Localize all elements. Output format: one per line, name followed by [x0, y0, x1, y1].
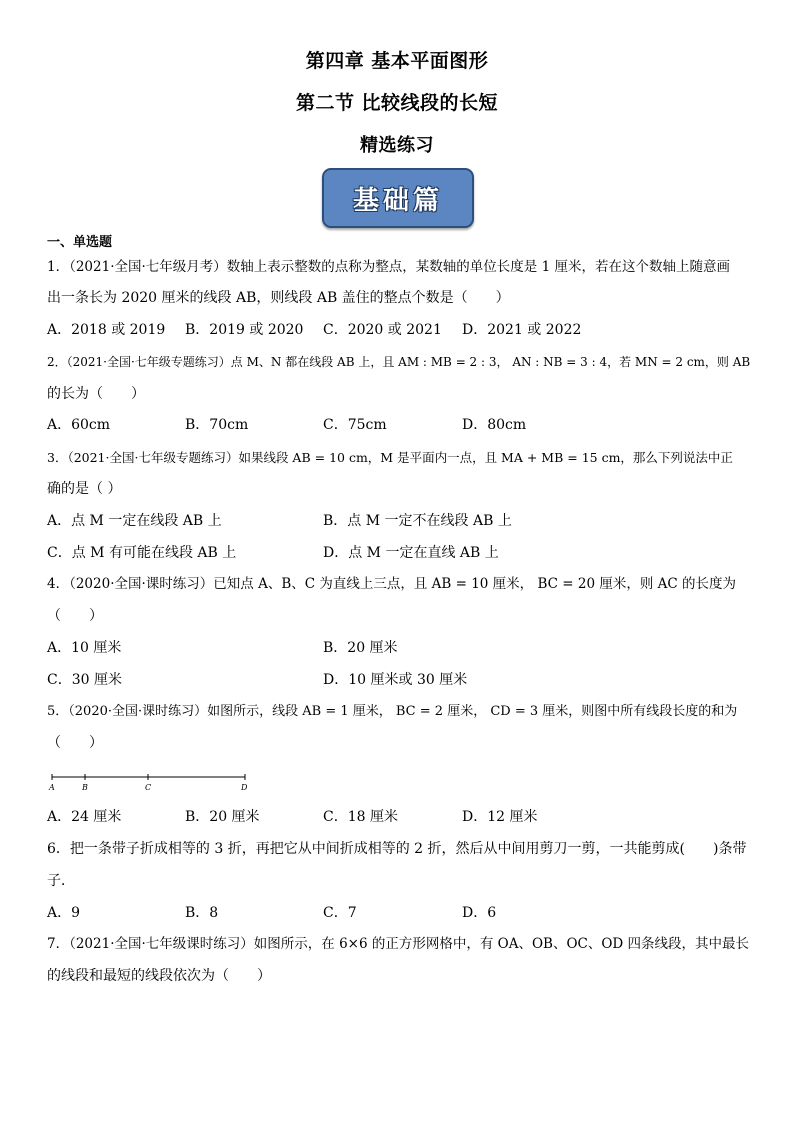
q3-option-c: C．点 M 有可能在线段 AB 上: [47, 545, 237, 561]
q1-option-d: D．2021 或 2022: [462, 322, 582, 338]
q4-line2: （ ）: [47, 608, 103, 624]
q3-option-b: B．点 M 一定不在线段 AB 上: [323, 513, 512, 529]
q5-option-c: C．18 厘米: [323, 809, 398, 825]
q5-line2: （ ）: [47, 735, 103, 751]
q4-option-a: A．10 厘米: [47, 640, 122, 656]
q2-option-c: C．75cm: [323, 417, 387, 433]
point-b-label: B: [82, 783, 88, 792]
q2-line1: 2．（2021·全国·七年级专题练习）点 M、N 都在线段 AB 上，且 AM : MB = 2 : 3， AN : NB = 3 : 4，若 MN = 2 cm，则 AB: [47, 355, 751, 369]
chapter-title: 第四章 基本平面图形: [305, 50, 489, 72]
q4-line1: 4．（2020·全国·课时练习）已知点 A、B、C 为直线上三点，且 AB = 10 厘米， BC = 20 厘米，则 AC 的长度为: [47, 576, 736, 592]
q1-option-a: A．2018 或 2019: [47, 322, 166, 338]
q5-option-b: B．20 厘米: [185, 809, 260, 825]
section-label: 一、单选题: [47, 235, 113, 250]
q3-option-d: D．点 M 一定在直线 AB 上: [323, 545, 499, 561]
q7-line1: 7．（2021·全国·七年级课时练习）如图所示，在 6×6 的正方形网格中，有 OA、OB、OC、OD 四条线段，其中最长: [47, 936, 750, 952]
point-d-label: D: [241, 783, 248, 792]
q1-option-b: B．2019 或 2020: [185, 322, 304, 338]
point-a-label: A: [49, 783, 55, 792]
q1-line2: 出一条长为 2020 厘米的线段 AB，则线段 AB 盖住的整点个数是（ ）: [47, 290, 510, 306]
q2-line2: 的长为（ ）: [47, 386, 145, 402]
point-c-label: C: [145, 783, 152, 792]
q6-option-b: B．8: [185, 905, 219, 921]
segment-figure: [47, 770, 257, 794]
q6-line2: 子．: [47, 873, 75, 889]
basic-level-badge: [322, 168, 474, 228]
q2-option-d: D．80cm: [462, 417, 527, 433]
q4-option-d: D．10 厘米或 30 厘米: [323, 672, 468, 688]
q4-option-b: B．20 厘米: [323, 640, 398, 656]
q2-option-b: B．70cm: [185, 417, 249, 433]
section-title: 第二节 比较线段的长短: [295, 92, 499, 114]
q3-line1: 3．（2021·全国·七年级专题练习）如果线段 AB = 10 cm，M 是平面内一点，且 MA + MB = 15 cm，那么下列说法中正: [47, 450, 733, 465]
q2-option-a: A．60cm: [47, 417, 111, 433]
badge-label: 基础篇: [352, 185, 443, 216]
q6-line1: 6．把一条带子折成相等的 3 折，再把它从中间折成相等的 2 折，然后从中间用剪刀一剪，一共能剪成( )条带: [47, 841, 747, 857]
subtitle: 精选练习: [360, 135, 434, 156]
q3-option-a: A．点 M 一定在线段 AB 上: [47, 513, 222, 529]
q5-option-a: A．24 厘米: [47, 809, 122, 825]
q1-line1: 1．（2021·全国·七年级月考）数轴上表示整数的点称为整点，某数轴的单位长度是 1 厘米，若在这个数轴上随意画: [47, 259, 730, 275]
q6-option-a: A．9: [47, 905, 81, 921]
q1-option-c: C．2020 或 2021: [323, 322, 442, 338]
q5-line1: 5．（2020·全国·课时练习）如图所示，线段 AB = 1 厘米， BC = 2 厘米， CD = 3 厘米，则图中所有线段长度的和为: [47, 704, 738, 719]
q4-option-c: C．30 厘米: [47, 672, 122, 688]
q6-option-d: D．6: [462, 905, 497, 921]
q3-line2: 确的是（ ）: [47, 481, 122, 497]
q5-option-d: D．12 厘米: [462, 809, 538, 825]
q7-line2: 的线段和最短的线段依次为（ ）: [47, 968, 271, 984]
q6-option-c: C．7: [323, 905, 357, 921]
